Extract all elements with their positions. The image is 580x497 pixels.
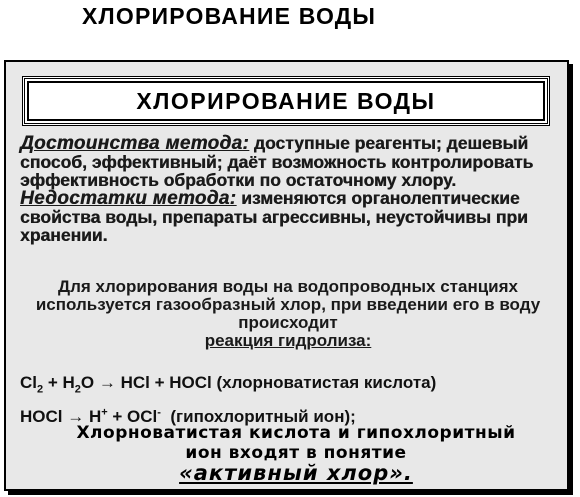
slide: [4, 60, 569, 491]
eq2-end: (гипохлоритный ион);: [160, 407, 356, 426]
intro-text: Для хлорирования воды на водопроводных станциях используется газообразный хлор, при введении его в воду происходит: [35, 277, 541, 332]
reaction-label: реакция гидролиза:: [204, 331, 372, 350]
eq1-rest: O → HCl + HOCl (хлорноватистая кислота): [80, 373, 437, 392]
method-description: [20, 134, 556, 244]
disadvantages-label: Недостатки метода:: [20, 188, 237, 209]
eq2-mid: + OCl: [107, 407, 158, 426]
disadvantages-text: изменяются органолептические свойства воды, препараты агрессивны, неустойчивы при хранении.: [20, 188, 528, 245]
advantages-text: доступные реагенты; дешевый способ, эффективный; даёт возможность контролировать эффективность обработки по остаточному хлору.: [20, 133, 534, 190]
advantages-label: Достоинства метода:: [20, 133, 249, 154]
slide-title-box: [22, 76, 550, 126]
page-title: ХЛОРИРОВАНИЕ ВОДЫ: [82, 3, 377, 29]
eq1-cl: Cl: [20, 373, 37, 392]
eq2-ocl-sup: -: [157, 406, 161, 419]
eq2-h-sup: +: [101, 406, 108, 419]
slide-title: ХЛОРИРОВАНИЕ ВОДЫ: [136, 87, 436, 114]
hydrolysis-equation: [20, 373, 437, 396]
active-chlorine-block: [56, 423, 536, 485]
active-text: Хлорноватистая кислота и гипохлоритный ион входят в понятие: [76, 423, 516, 463]
eq1-plus: + H: [43, 373, 75, 392]
active-chlorine-term: «активный хлор».: [179, 461, 413, 485]
eq1-cl-sub: 2: [37, 383, 44, 396]
eq1-h-sub: 2: [74, 383, 81, 396]
eq2-start: HOCl → H: [20, 407, 102, 426]
intro-block: [20, 278, 556, 350]
